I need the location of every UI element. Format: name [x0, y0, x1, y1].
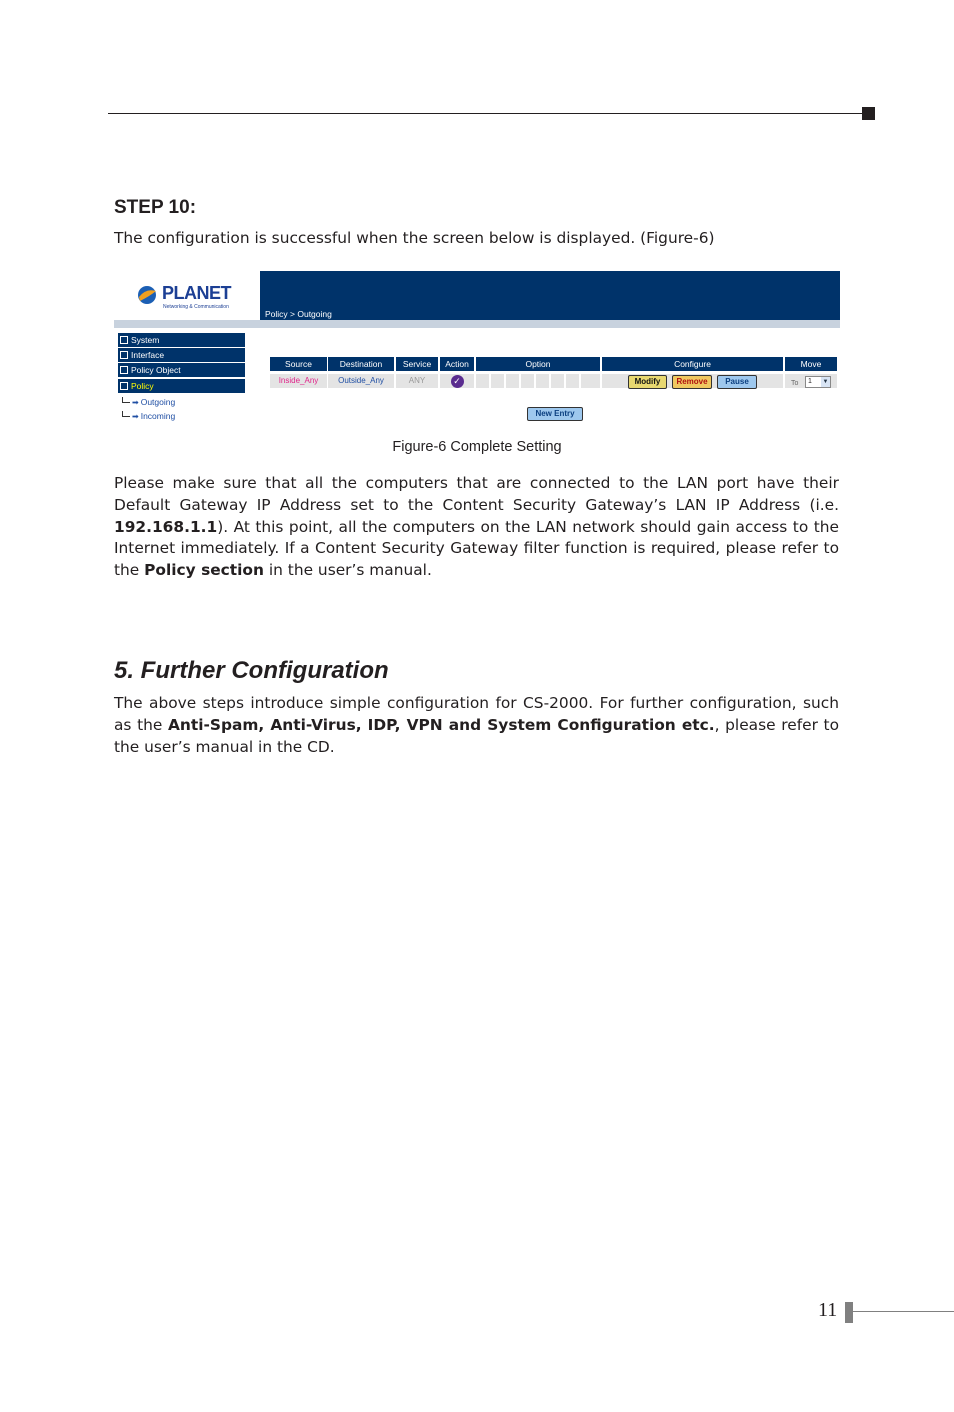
section-heading: 5. Further Configuration [114, 657, 389, 684]
col-header-configure: Configure [602, 357, 783, 371]
gateway-instructions: Please make sure that all the computers that are connected to the LAN port have their Default Gateway IP Address set to the Content Security Gateway’s LAN IP Address (i.e. 192.168.1.1). At this point, all the computers on the LAN network should gain access to the Internet immediately. If a Content Security Gateway filter function is required, please refer to the Policy section in the user’s manual. [114, 474, 839, 580]
remove-button[interactable]: Remove [672, 375, 712, 389]
option-cell [521, 374, 534, 388]
page-number: 11 [818, 1299, 838, 1321]
page-number-rule [853, 1311, 954, 1312]
submenu-outgoing[interactable]: ➡ Outgoing [122, 397, 175, 407]
logo-brand: PLANET [162, 283, 231, 303]
cell-source: Inside_Any [270, 374, 327, 388]
cell-service: ANY [396, 374, 438, 388]
menu-item-system[interactable]: System [118, 333, 245, 347]
option-cell [476, 374, 489, 388]
header-banner [260, 271, 840, 320]
modify-button[interactable]: Modify [628, 375, 667, 389]
move-to-label: To [791, 380, 799, 387]
expand-icon [120, 382, 128, 390]
cell-move [785, 374, 837, 388]
expand-icon [120, 351, 128, 359]
move-select[interactable]: 1 ▼ [805, 376, 831, 388]
arrow-right-icon: ➡ [132, 412, 139, 421]
option-cell [491, 374, 504, 388]
expand-icon [120, 336, 128, 344]
option-cell [581, 374, 600, 388]
arrow-right-icon: ➡ [132, 398, 139, 407]
option-cell [566, 374, 579, 388]
col-header-destination: Destination [328, 357, 394, 371]
header-band [114, 320, 840, 328]
breadcrumb: Policy > Outgoing [265, 309, 332, 319]
step-intro-text: The configuration is successful when the screen below is displayed. (Figure-6) [114, 229, 715, 247]
permit-action-icon[interactable]: ✓ [451, 375, 464, 388]
figure-caption: Figure-6 Complete Setting [392, 439, 562, 455]
col-header-source: Source [270, 357, 327, 371]
step-heading: STEP 10: [114, 197, 197, 218]
cell-action [440, 374, 474, 388]
menu-item-interface[interactable]: Interface [118, 348, 245, 362]
features-list: Anti-Spam, Anti-Virus, IDP, VPN and System Configuration etc. [167, 715, 715, 734]
header-rule [108, 113, 864, 114]
menu-item-policy[interactable]: Policy [118, 379, 245, 393]
chevron-down-icon: ▼ [822, 379, 829, 385]
planet-logo [136, 282, 236, 312]
submenu-incoming[interactable]: ➡ Incoming [122, 411, 175, 421]
ip-address: 192.168.1.1 [114, 517, 218, 536]
policy-section-ref: Policy section [144, 561, 264, 580]
page-number-bar [845, 1302, 853, 1323]
cell-destination: Outside_Any [328, 374, 394, 388]
col-header-action: Action [440, 357, 474, 371]
option-cell [506, 374, 519, 388]
further-config-text: The above steps introduce simple configuration for CS-2000. For further configuration, such as the Anti-Spam, Anti-Virus, IDP, VPN and System Configuration etc., please refer to the user’s manual in the CD. [114, 694, 839, 756]
header-square-marker [862, 107, 875, 120]
col-header-move: Move [785, 357, 837, 371]
logo-tagline: Networking & Communication [163, 304, 229, 310]
globe-icon [136, 284, 158, 306]
pause-button[interactable]: Pause [717, 375, 757, 389]
figure-screenshot [114, 270, 840, 430]
col-header-option: Option [476, 357, 600, 371]
col-header-service: Service [396, 357, 438, 371]
option-cell [551, 374, 564, 388]
expand-icon [120, 366, 128, 374]
menu-item-policy-object[interactable]: Policy Object [118, 363, 245, 377]
new-entry-button[interactable]: New Entry [527, 407, 583, 421]
option-cell [536, 374, 549, 388]
